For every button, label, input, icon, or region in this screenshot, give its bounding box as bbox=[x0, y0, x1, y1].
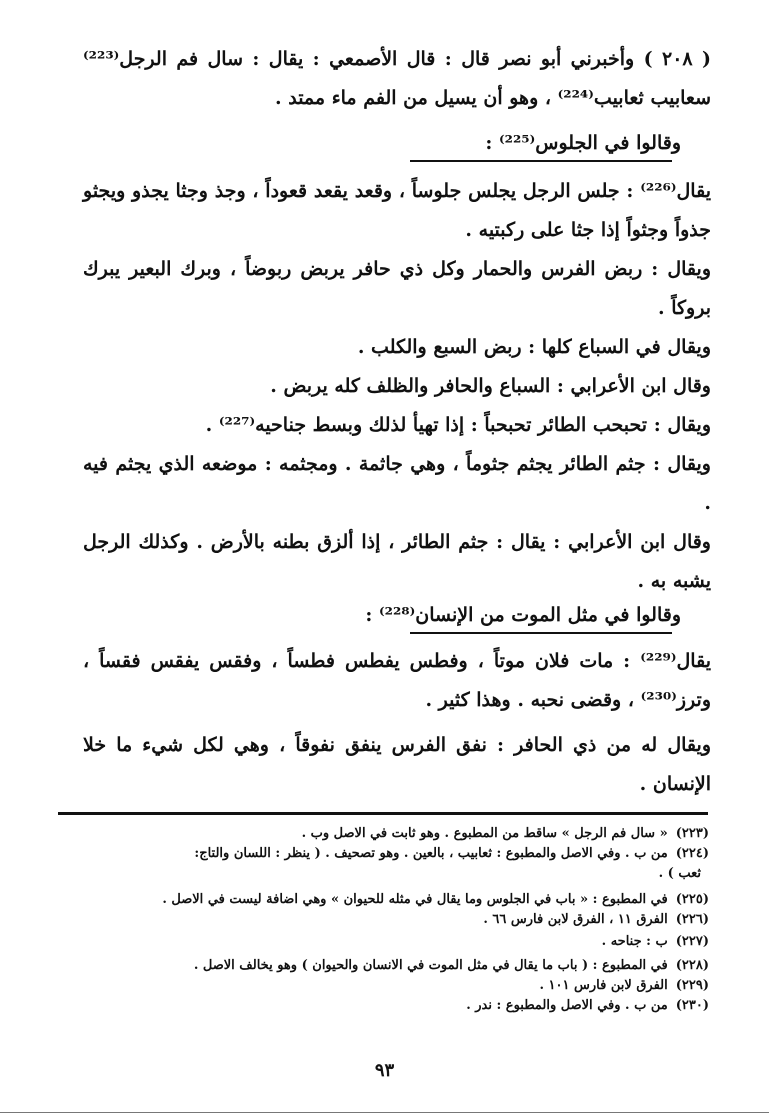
footnote-separator bbox=[58, 812, 708, 815]
paragraph-bird-spread: ويقال : تحبحب الطائر تحبحباً : إذا تهيأ لذلك وبسط جناحيه⁽²²⁷⁾ . bbox=[205, 414, 711, 436]
paragraph-ibn-arabi-2: وقال ابن الأعرابي : يقال : جثم الطائر ، إذا ألزق بطنه بالأرض . وكذلك الرجل يشبه به . bbox=[83, 531, 711, 592]
scan-edge-line bbox=[0, 1112, 769, 1113]
footnote-223: (٢٢٣)« سال فم الرجل » ساقط من المطبوع . وهو ثابت في الاصل وب . bbox=[301, 826, 709, 841]
footnote-229: (٢٢٩)الفرق لابن فارس ١٠١ . bbox=[539, 978, 709, 993]
page-number: ٩٣ bbox=[374, 1060, 395, 1081]
paragraph-bird-perch: ويقال : جثم الطائر يجثم جثوماً ، وهي جاثمة . ومجثمه : موضعه الذي يجثم فيه . bbox=[83, 453, 711, 514]
heading-underline bbox=[410, 632, 672, 634]
section-heading-sitting: وقالوا في الجلوس⁽²²⁵⁾ : bbox=[485, 132, 681, 154]
footnote-224: (٢٢٤)من ب . وفي الاصل والمطبوع : ثعابيب ، بالعين . وهو تصحيف . ( ينظر : اللسان والتاج: bbox=[194, 846, 709, 861]
section-heading-death: وقالوا في مثل الموت من الإنسان⁽²²⁸⁾ : bbox=[365, 604, 681, 626]
paragraph-predators: ويقال في السباع كلها : ربض السبع والكلب . bbox=[357, 336, 711, 358]
footnote-225: (٢٢٥)في المطبوع : « باب في الجلوس وما يقال في مثله للحيوان » وهي اضافة ليست في الاصل . bbox=[162, 892, 709, 907]
paragraph-sitting: يقال⁽²²⁶⁾ : جلس الرجل يجلس جلوساً ، وقعد يقعد قعوداً ، وجذ وجثا يجذو ويجثو جذواً وجثواً إذا جثا على ركبتيه . bbox=[83, 180, 711, 241]
footnote-228: (٢٢٨)في المطبوع : ( باب ما يقال في مثل الموت في الانسان والحيوان ) وهو يخالف الاصل . bbox=[193, 958, 709, 973]
paragraph-hoofed: ويقال له من ذي الحافر : نفق الفرس ينفق نفوقاً ، وهي لكل شيء ما خلا الإنسان . bbox=[83, 734, 711, 795]
footnote-224-cont: ثعب ) . bbox=[658, 866, 701, 881]
paragraph-rabadha: ويقال : ربض الفرس والحمار وكل ذي حافر يربض ربوضاً ، وبرك البعير يبرك بروكاً . bbox=[83, 258, 711, 319]
footnote-226: (٢٢٦)الفرق ١١ ، الفرق لابن فارس ٦٦ . bbox=[483, 912, 709, 927]
footnote-227: (٢٢٧)ب : جناحه . bbox=[601, 934, 709, 949]
heading-underline bbox=[410, 160, 672, 162]
paragraph-death: يقال⁽²²⁹⁾ : مات فلان موتاً ، وفطس يفطس فطساً ، وفقس يفقس فقساً ، وترز⁽²³⁰⁾ ، وقضى نحبه . وهذا كثير . bbox=[83, 650, 711, 711]
footnote-230: (٢٣٠)من ب . وفي الاصل والمطبوع : ندر . bbox=[466, 998, 709, 1013]
paragraph-208: ( ٢٠٨ ) وأخبرني أبو نصر قال : قال الأصمعي : يقال : سال فم الرجل⁽²²³⁾ سعابيب ثعابيب⁽²²⁴⁾ ، وهو أن يسيل من الفم ماء ممتد . bbox=[83, 48, 711, 109]
paragraph-ibn-arabi-1: وقال ابن الأعرابي : السباع والحافر والظلف كله يربض . bbox=[270, 375, 711, 397]
